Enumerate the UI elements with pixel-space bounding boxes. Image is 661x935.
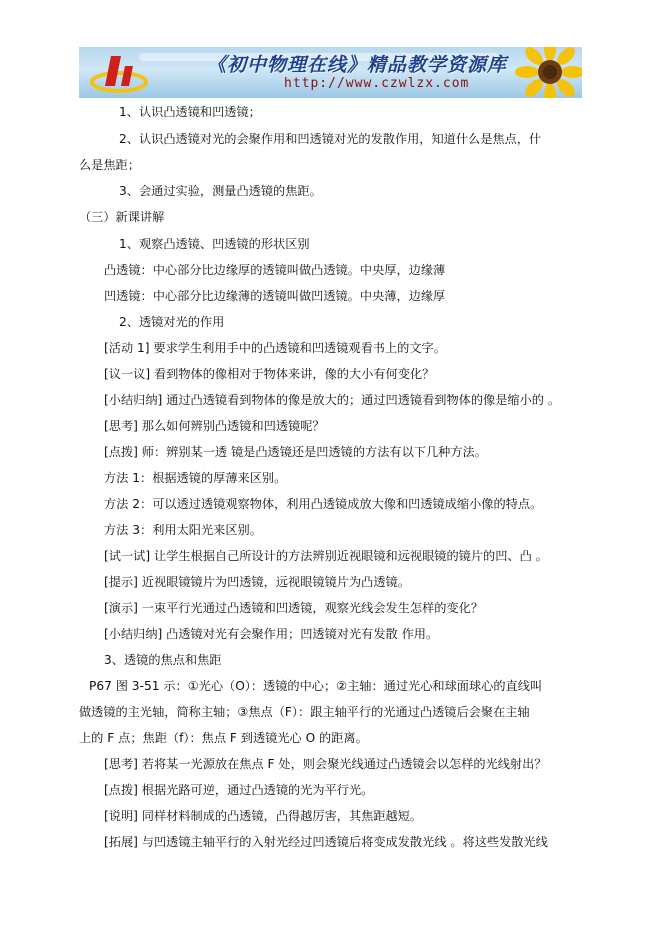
text-line: 2、认识凸透镜对光的会聚作用和凹透镜对光的发散作用，知道什么是焦点，什 <box>119 132 542 146</box>
text-line: 方法 2：可以透过透镜观察物体，利用凸透镜成放大像和凹透镜成缩小像的特点。 <box>104 497 543 511</box>
text-line: [点拨] 师：辨别某一透 镜是凸透镜还是凹透镜的方法有以下几种方法。 <box>104 445 487 459</box>
banner-title: 《初中物理在线》精品教学资源库 <box>207 54 508 76</box>
text-line: [试一试] 让学生根据自己所设计的方法辨别近视眼镜和远视眼镜的镜片的凹、凸 。 <box>104 549 548 563</box>
text-line: [提示] 近视眼镜镜片为凹透镜，远视眼镜镜片为凸透镜。 <box>104 575 410 589</box>
sunflower-icon <box>512 47 582 98</box>
text-line: 凸透镜：中心部分比边缘厚的透镜叫做凸透镜。中央厚，边缘薄 <box>104 263 446 277</box>
text-line: [演示] 一束平行光通过凸透镜和凹透镜，观察光线会发生怎样的变化？ <box>104 601 484 615</box>
text-line: [活动 1] 要求学生利用手中的凸透镜和凹透镜观看书上的文字。 <box>104 341 446 355</box>
header-banner <box>79 47 582 98</box>
section-heading: （三）新课讲解 <box>79 210 165 224</box>
text-line: 么是焦距； <box>79 158 140 172</box>
text-line: [思考] 那么如何辨别凸透镜和凹透镜呢？ <box>104 419 325 433</box>
text-line: 凹透镜：中心部分比边缘薄的透镜叫做凹透镜。中央薄，边缘厚 <box>104 289 446 303</box>
text-line: 上的 F 点；焦距（f）：焦点 F 到透镜光心 O 的距离。 <box>79 731 368 745</box>
text-line: 方法 1：根据透镜的厚薄来区别。 <box>104 471 287 485</box>
text-line: 1、观察凸透镜、凹透镜的形状区别 <box>119 237 310 251</box>
text-line: 方法 3：利用太阳光来区别。 <box>104 523 262 537</box>
text-line: 1、认识凸透镜和凹透镜； <box>119 105 261 119</box>
text-line: P67 图 3-51 示：①光心（O）：透镜的中心；②主轴：通过光心和球面球心的直线叫 <box>89 679 543 693</box>
text-line: [小结归纳] 通过凸透镜看到物体的像是放大的；通过凹透镜看到物体的像是缩小的 。 <box>104 393 561 407</box>
text-line: 3、会通过实验，测量凸透镜的焦距。 <box>119 184 322 198</box>
text-line: [拓展] 与凹透镜主轴平行的入射光经过凹透镜后将变成发散光线 。将这些发散光线 <box>104 835 548 849</box>
text-line: [点拨] 根据光路可逆，通过凸透镜的光为平行光。 <box>104 783 374 797</box>
text-line: 做透镜的主光轴，简称主轴；③焦点（F）：跟主轴平行的光通过凸透镜后会聚在主轴 <box>79 705 530 719</box>
logo-icon <box>89 52 153 94</box>
text-line: [小结归纳] 凸透镜对光有会聚作用；凹透镜对光有发散 作用。 <box>104 627 439 641</box>
text-line: [议一议] 看到物体的像相对于物体来讲，像的大小有何变化？ <box>104 367 435 381</box>
text-line: [说明] 同样材料制成的凸透镜，凸得越厉害，其焦距越短。 <box>104 809 423 823</box>
text-line: 3、透镜的焦点和焦距 <box>104 653 222 667</box>
text-line: 2、透镜对光的作用 <box>119 315 225 329</box>
text-line: [思考] 若将某一光源放在焦点 F 处，则会聚光线通过凸透镜会以怎样的光线射出？ <box>104 757 547 771</box>
banner-url[interactable]: http://www.czwlzx.com <box>284 76 470 91</box>
